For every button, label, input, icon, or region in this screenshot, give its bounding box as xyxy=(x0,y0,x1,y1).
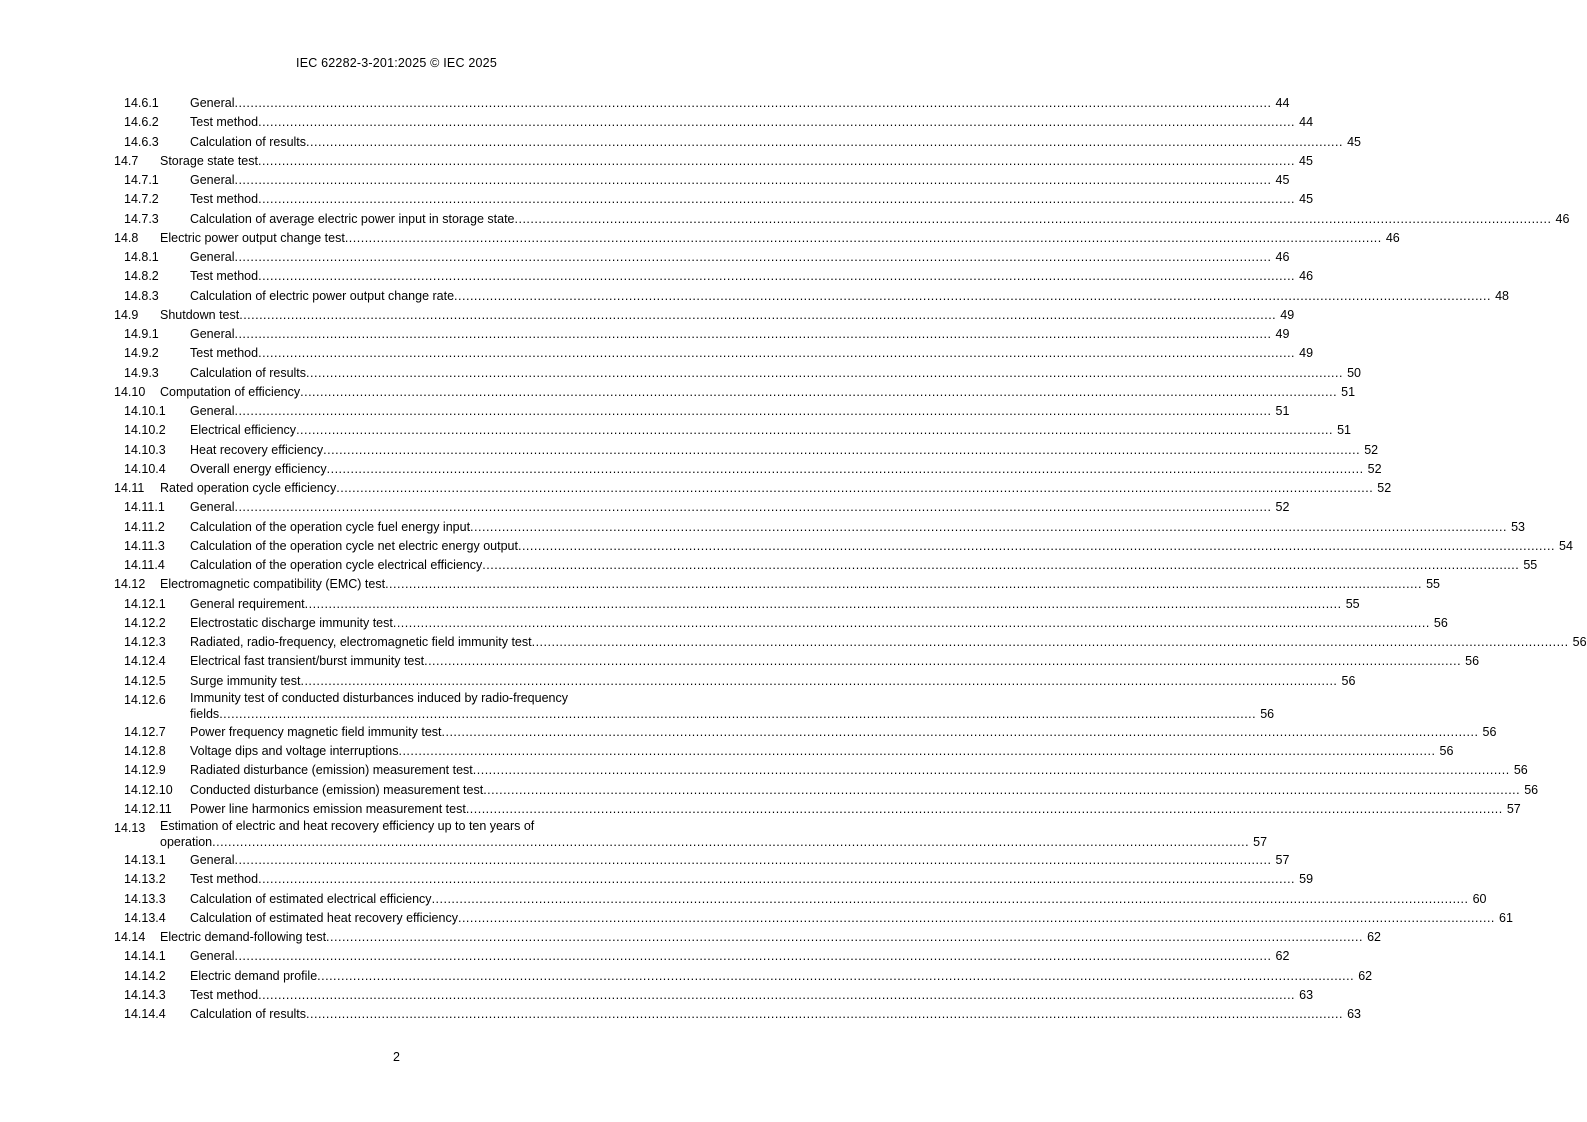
toc-entry[interactable] xyxy=(114,479,1392,498)
toc-entry[interactable] xyxy=(114,421,1351,440)
toc-entry-title: General xyxy=(190,500,235,515)
toc-entry-number: 14.11.1 xyxy=(124,500,165,515)
toc-entry[interactable] xyxy=(114,383,1356,402)
toc-entry-number: 14.12 xyxy=(114,577,146,592)
toc-entry-page: 46 xyxy=(1275,250,1290,264)
toc-entry-number: 14.12.8 xyxy=(124,744,166,758)
dot-leader xyxy=(234,851,1271,870)
toc-entry-title: General xyxy=(190,173,235,187)
toc-entry-title: Computation of efficiency xyxy=(160,384,301,399)
toc-entry[interactable] xyxy=(114,947,1290,966)
toc-entry-number: 14.12.11 xyxy=(124,801,172,816)
toc-entry-title: Electrostatic discharge immunity test xyxy=(190,615,393,630)
toc-entry[interactable] xyxy=(114,870,1314,889)
toc-entry-number: 14.7 xyxy=(114,153,139,168)
toc-entry[interactable] xyxy=(114,851,1290,870)
toc-entry[interactable] xyxy=(114,113,1314,132)
dot-leader xyxy=(258,986,1295,1005)
toc-entry-number: 14.9 xyxy=(114,307,139,322)
toc-entry-title: Test method xyxy=(190,872,259,887)
toc-entry-page: 56 xyxy=(1482,724,1497,739)
dot-leader xyxy=(473,761,1510,780)
toc-entry-page: 57 xyxy=(1253,835,1268,849)
toc-entry-page: 57 xyxy=(1275,853,1290,867)
toc-entry-page: 52 xyxy=(1367,461,1382,476)
toc-entry-title: Calculation of electric power output change rate xyxy=(190,288,455,303)
toc-entry[interactable] xyxy=(114,537,1573,556)
toc-entry-number: 14.12.5 xyxy=(124,673,166,688)
toc-entry-number: 14.12.1 xyxy=(124,596,166,611)
dot-leader xyxy=(234,248,1271,267)
toc-entry-title: General xyxy=(190,853,235,867)
dot-leader xyxy=(454,287,1491,306)
toc-entry-title: Test method xyxy=(190,346,259,361)
toc-entry-title: Rated operation cycle efficiency xyxy=(160,481,337,495)
toc-entry-page: 62 xyxy=(1367,930,1381,944)
dot-leader xyxy=(327,460,1364,479)
toc-entry-title: Radiated disturbance (emission) measurement test xyxy=(190,763,473,778)
toc-entry[interactable] xyxy=(114,595,1360,614)
dot-leader xyxy=(336,479,1373,498)
toc-entry-number: 14.14.3 xyxy=(124,987,166,1002)
toc-entry-page: 45 xyxy=(1299,153,1313,168)
toc-entry-number: 14.14 xyxy=(114,930,146,944)
toc-entry[interactable] xyxy=(114,967,1373,986)
toc-entry[interactable] xyxy=(114,633,1587,652)
dot-leader xyxy=(424,652,1461,671)
toc-entry-page: 56 xyxy=(1465,654,1480,669)
toc-entry-page: 61 xyxy=(1499,910,1513,925)
dot-leader xyxy=(258,267,1295,286)
toc-entry[interactable] xyxy=(114,556,1538,575)
toc-entry-number: 14.13.3 xyxy=(124,891,166,906)
dot-leader xyxy=(326,928,1363,947)
toc-entry-page: 56 xyxy=(1513,763,1528,778)
toc-entry-title: Calculation of the operation cycle fuel energy input xyxy=(190,519,471,534)
toc-entry-page: 51 xyxy=(1341,384,1356,399)
toc-entry-title: Estimation of electric and heat recovery efficiency up to ten years of xyxy=(160,819,535,833)
dot-leader xyxy=(432,890,1469,909)
toc-entry-title: Radiated, radio-frequency, electromagnetic field immunity test xyxy=(190,635,532,649)
toc-entry-page: 63 xyxy=(1347,1007,1361,1021)
toc-entry-title: Test method xyxy=(190,192,259,207)
toc-entry-page: 50 xyxy=(1347,365,1361,380)
toc-entry-page: 51 xyxy=(1337,423,1351,438)
toc-entry[interactable] xyxy=(114,325,1290,344)
toc-entry-number: 14.6.1 xyxy=(124,96,159,110)
toc-entry-title-continued: fields xyxy=(190,706,220,721)
toc-entry[interactable] xyxy=(114,890,1487,909)
toc-entry[interactable] xyxy=(114,306,1295,325)
dot-leader xyxy=(258,113,1295,132)
toc-entry-title: Calculation of results xyxy=(190,134,307,149)
toc-entry[interactable] xyxy=(114,986,1314,1005)
toc-entry-title: Overall energy efficiency xyxy=(190,461,327,476)
toc-entry-title: Test method xyxy=(190,987,259,1002)
toc-entry[interactable] xyxy=(114,229,1400,248)
toc-entry[interactable] xyxy=(114,819,1268,851)
dot-leader xyxy=(317,967,1354,986)
toc-entry-title: Heat recovery efficiency xyxy=(190,442,324,457)
toc-entry-title: General xyxy=(190,96,235,110)
toc-entry-number: 14.8.2 xyxy=(124,269,159,284)
dot-leader xyxy=(239,306,1276,325)
toc-entry-title: Electromagnetic compatibility (EMC) test xyxy=(160,577,386,592)
toc-entry-number: 14.12.3 xyxy=(124,635,166,649)
dot-leader xyxy=(385,575,1422,594)
toc-entry-number: 14.9.1 xyxy=(124,327,159,341)
toc-entry-title: Calculation of estimated electrical efficiency xyxy=(190,891,432,906)
dot-leader xyxy=(234,325,1271,344)
dot-leader xyxy=(442,723,1479,742)
toc-entry-page: 56 xyxy=(1341,673,1356,688)
dot-leader xyxy=(515,210,1552,229)
dot-leader xyxy=(466,800,1503,819)
toc-entry[interactable] xyxy=(114,928,1381,947)
toc-entry-page: 52 xyxy=(1377,481,1392,495)
toc-entry[interactable] xyxy=(114,402,1290,421)
dot-leader xyxy=(234,402,1271,421)
toc-entry-number: 14.13.2 xyxy=(124,872,166,887)
dot-leader xyxy=(482,556,1519,575)
toc-entry[interactable] xyxy=(114,781,1539,800)
toc-entry-title: Power line harmonics emission measurement test xyxy=(190,801,466,816)
toc-entry[interactable] xyxy=(114,800,1521,819)
dot-leader xyxy=(323,441,1360,460)
page-number: 2 xyxy=(393,1050,400,1064)
toc-entry[interactable] xyxy=(114,460,1382,479)
toc-entry-page: 49 xyxy=(1280,307,1295,322)
toc-entry-number: 14.10.4 xyxy=(124,461,166,476)
toc-entry[interactable] xyxy=(114,344,1314,363)
toc-entry-number: 14.12.4 xyxy=(124,654,166,669)
toc-entry[interactable] xyxy=(114,171,1290,190)
toc-entry[interactable] xyxy=(114,267,1314,286)
dot-leader xyxy=(219,706,1256,723)
toc-entry-page: 55 xyxy=(1426,577,1441,592)
dot-leader xyxy=(305,595,1342,614)
toc-entry-number: 14.13.1 xyxy=(124,853,166,867)
table-of-contents xyxy=(114,94,1587,1024)
toc-entry-page: 44 xyxy=(1275,96,1290,110)
dot-leader xyxy=(393,614,1430,633)
toc-entry-title: Electric demand-following test xyxy=(160,930,327,944)
toc-entry-number: 14.9.3 xyxy=(124,365,159,380)
toc-entry-number: 14.13.4 xyxy=(124,910,166,925)
dot-leader xyxy=(483,781,1520,800)
toc-entry-page: 52 xyxy=(1364,442,1379,457)
toc-entry-number: 14.6.2 xyxy=(124,115,159,130)
dot-leader xyxy=(300,672,1337,691)
toc-entry[interactable] xyxy=(114,672,1356,691)
toc-entry-number: 14.9.2 xyxy=(124,346,159,361)
toc-entry-number: 14.14.2 xyxy=(124,968,166,983)
toc-entry-title: Immunity test of conducted disturbances induced by radio-frequency xyxy=(190,690,568,705)
toc-entry-page: 56 xyxy=(1260,706,1275,721)
toc-entry-number: 14.8 xyxy=(114,230,139,245)
toc-entry-page: 46 xyxy=(1299,269,1314,284)
toc-entry-title: Calculation of results xyxy=(190,1007,307,1021)
toc-entry-number: 14.10.1 xyxy=(124,404,166,418)
toc-entry[interactable] xyxy=(114,742,1454,761)
toc-entry-page: 44 xyxy=(1299,115,1314,130)
toc-entry[interactable] xyxy=(114,287,1509,306)
toc-entry-title: Power frequency magnetic field immunity test xyxy=(190,724,442,739)
toc-entry-page: 51 xyxy=(1275,404,1290,418)
dot-leader xyxy=(258,870,1295,889)
toc-entry-title: Electrical efficiency xyxy=(190,423,297,438)
toc-entry-number: 14.12.7 xyxy=(124,724,166,739)
dot-leader xyxy=(212,834,1249,851)
toc-entry-page: 62 xyxy=(1275,949,1290,964)
dot-leader xyxy=(234,498,1271,517)
toc-entry-page: 53 xyxy=(1511,519,1525,534)
toc-entry-title: Calculation of average electric power input in storage state xyxy=(190,211,515,226)
dot-leader xyxy=(470,518,1507,537)
toc-entry-number: 14.14.1 xyxy=(124,949,166,964)
dot-leader xyxy=(258,344,1295,363)
toc-entry-number: 14.13 xyxy=(114,821,146,835)
toc-entry-title: General xyxy=(190,250,235,264)
dot-leader xyxy=(258,190,1295,209)
toc-entry-title: Shutdown test xyxy=(160,307,240,322)
toc-entry[interactable] xyxy=(114,518,1525,537)
dot-leader xyxy=(306,364,1343,383)
toc-entry-title: General xyxy=(190,404,235,418)
toc-entry-number: 14.12.9 xyxy=(124,763,166,778)
toc-entry-number: 14.12.6 xyxy=(124,692,166,707)
toc-entry-title: Voltage dips and voltage interruptions xyxy=(190,744,399,758)
dot-leader xyxy=(532,633,1569,652)
dot-leader xyxy=(300,383,1337,402)
dot-leader xyxy=(306,1005,1343,1024)
toc-entry-number: 14.7.1 xyxy=(124,173,159,187)
toc-entry-title-continued: operation xyxy=(160,835,213,849)
toc-entry[interactable] xyxy=(114,94,1290,113)
toc-entry-title: Test method xyxy=(190,115,259,130)
toc-entry[interactable] xyxy=(114,614,1448,633)
dot-leader xyxy=(258,152,1295,171)
toc-entry[interactable] xyxy=(114,441,1379,460)
toc-entry-number: 14.10.2 xyxy=(124,423,166,438)
toc-entry-number: 14.11.2 xyxy=(124,519,165,534)
toc-entry-page: 59 xyxy=(1299,872,1314,887)
toc-entry-page: 56 xyxy=(1524,782,1539,797)
toc-entry-page: 57 xyxy=(1506,801,1521,816)
page-header: IEC 62282-3-201:2025 © IEC 2025 xyxy=(296,56,497,70)
toc-entry-title: Calculation of the operation cycle electrical efficiency xyxy=(190,558,483,572)
dot-leader xyxy=(345,229,1382,248)
toc-entry[interactable] xyxy=(114,210,1570,229)
toc-entry-number: 14.10 xyxy=(114,384,146,399)
toc-entry-title: Calculation of results xyxy=(190,365,307,380)
toc-entry-title: Calculation of estimated heat recovery efficiency xyxy=(190,910,458,925)
toc-entry-page: 56 xyxy=(1439,744,1454,758)
dot-leader xyxy=(296,421,1333,440)
toc-entry[interactable] xyxy=(114,909,1513,928)
toc-entry-title: Conducted disturbance (emission) measurement test xyxy=(190,782,484,797)
toc-entry-page: 60 xyxy=(1472,891,1487,906)
dot-leader xyxy=(518,537,1555,556)
toc-entry-number: 14.11.3 xyxy=(124,538,165,553)
toc-entry-page: 55 xyxy=(1523,558,1538,572)
toc-entry-page: 56 xyxy=(1572,635,1587,649)
toc-entry-number: 14.7.3 xyxy=(124,211,159,226)
toc-entry-page: 62 xyxy=(1358,968,1373,983)
toc-entry-title: General requirement xyxy=(190,596,305,611)
toc-entry-page: 45 xyxy=(1275,173,1290,187)
toc-entry-number: 14.12.2 xyxy=(124,615,166,630)
toc-entry-number: 14.8.3 xyxy=(124,288,159,303)
toc-entry-number: 14.14.4 xyxy=(124,1007,166,1021)
toc-entry-number: 14.11.4 xyxy=(124,558,165,572)
toc-entry-title: Surge immunity test xyxy=(190,673,301,688)
toc-entry-title: Electric demand profile xyxy=(190,968,318,983)
toc-entry-title: General xyxy=(190,949,235,964)
toc-entry-page: 49 xyxy=(1299,346,1314,361)
toc-entry-title: General xyxy=(190,327,235,341)
toc-entry-title: Electrical fast transient/burst immunity test xyxy=(190,654,425,669)
toc-entry-page: 46 xyxy=(1555,211,1570,226)
dot-leader xyxy=(234,94,1271,113)
toc-entry[interactable] xyxy=(114,248,1290,267)
toc-entry-title: Test method xyxy=(190,269,259,284)
toc-entry[interactable] xyxy=(114,190,1314,209)
toc-entry-page: 54 xyxy=(1559,538,1573,553)
dot-leader xyxy=(234,171,1271,190)
toc-entry[interactable] xyxy=(114,364,1361,383)
toc-entry[interactable] xyxy=(114,723,1497,742)
toc-entry[interactable] xyxy=(114,152,1313,171)
toc-entry-page: 48 xyxy=(1495,288,1509,303)
toc-entry-title: Calculation of the operation cycle net electric energy output xyxy=(190,538,518,553)
toc-entry-page: 52 xyxy=(1275,500,1290,515)
toc-entry-page: 55 xyxy=(1345,596,1360,611)
toc-entry-title: Electric power output change test xyxy=(160,230,345,245)
toc-entry-page: 45 xyxy=(1299,192,1314,207)
toc-entry-title: Storage state test xyxy=(160,153,258,168)
toc-entry-number: 14.6.3 xyxy=(124,134,159,149)
dot-leader xyxy=(234,947,1271,966)
toc-entry-page: 45 xyxy=(1347,134,1361,149)
toc-entry-number: 14.12.10 xyxy=(124,782,173,797)
toc-entry-page: 56 xyxy=(1433,615,1448,630)
toc-entry[interactable] xyxy=(114,133,1361,152)
dot-leader xyxy=(458,909,1495,928)
toc-entry[interactable] xyxy=(114,498,1290,517)
toc-entry-number: 14.7.2 xyxy=(124,192,159,207)
toc-entry-number: 14.11 xyxy=(114,481,145,495)
dot-leader xyxy=(398,742,1435,761)
toc-entry[interactable] xyxy=(114,575,1441,594)
toc-entry[interactable] xyxy=(114,761,1528,780)
toc-entry-page: 49 xyxy=(1275,327,1290,341)
toc-entry[interactable] xyxy=(114,1005,1361,1024)
toc-entry-page: 63 xyxy=(1299,987,1314,1002)
toc-entry-number: 14.8.1 xyxy=(124,250,159,264)
toc-entry[interactable] xyxy=(114,690,1275,723)
toc-entry[interactable] xyxy=(114,652,1480,671)
dot-leader xyxy=(306,133,1343,152)
toc-entry-page: 46 xyxy=(1385,230,1400,245)
toc-entry-number: 14.10.3 xyxy=(124,442,166,457)
